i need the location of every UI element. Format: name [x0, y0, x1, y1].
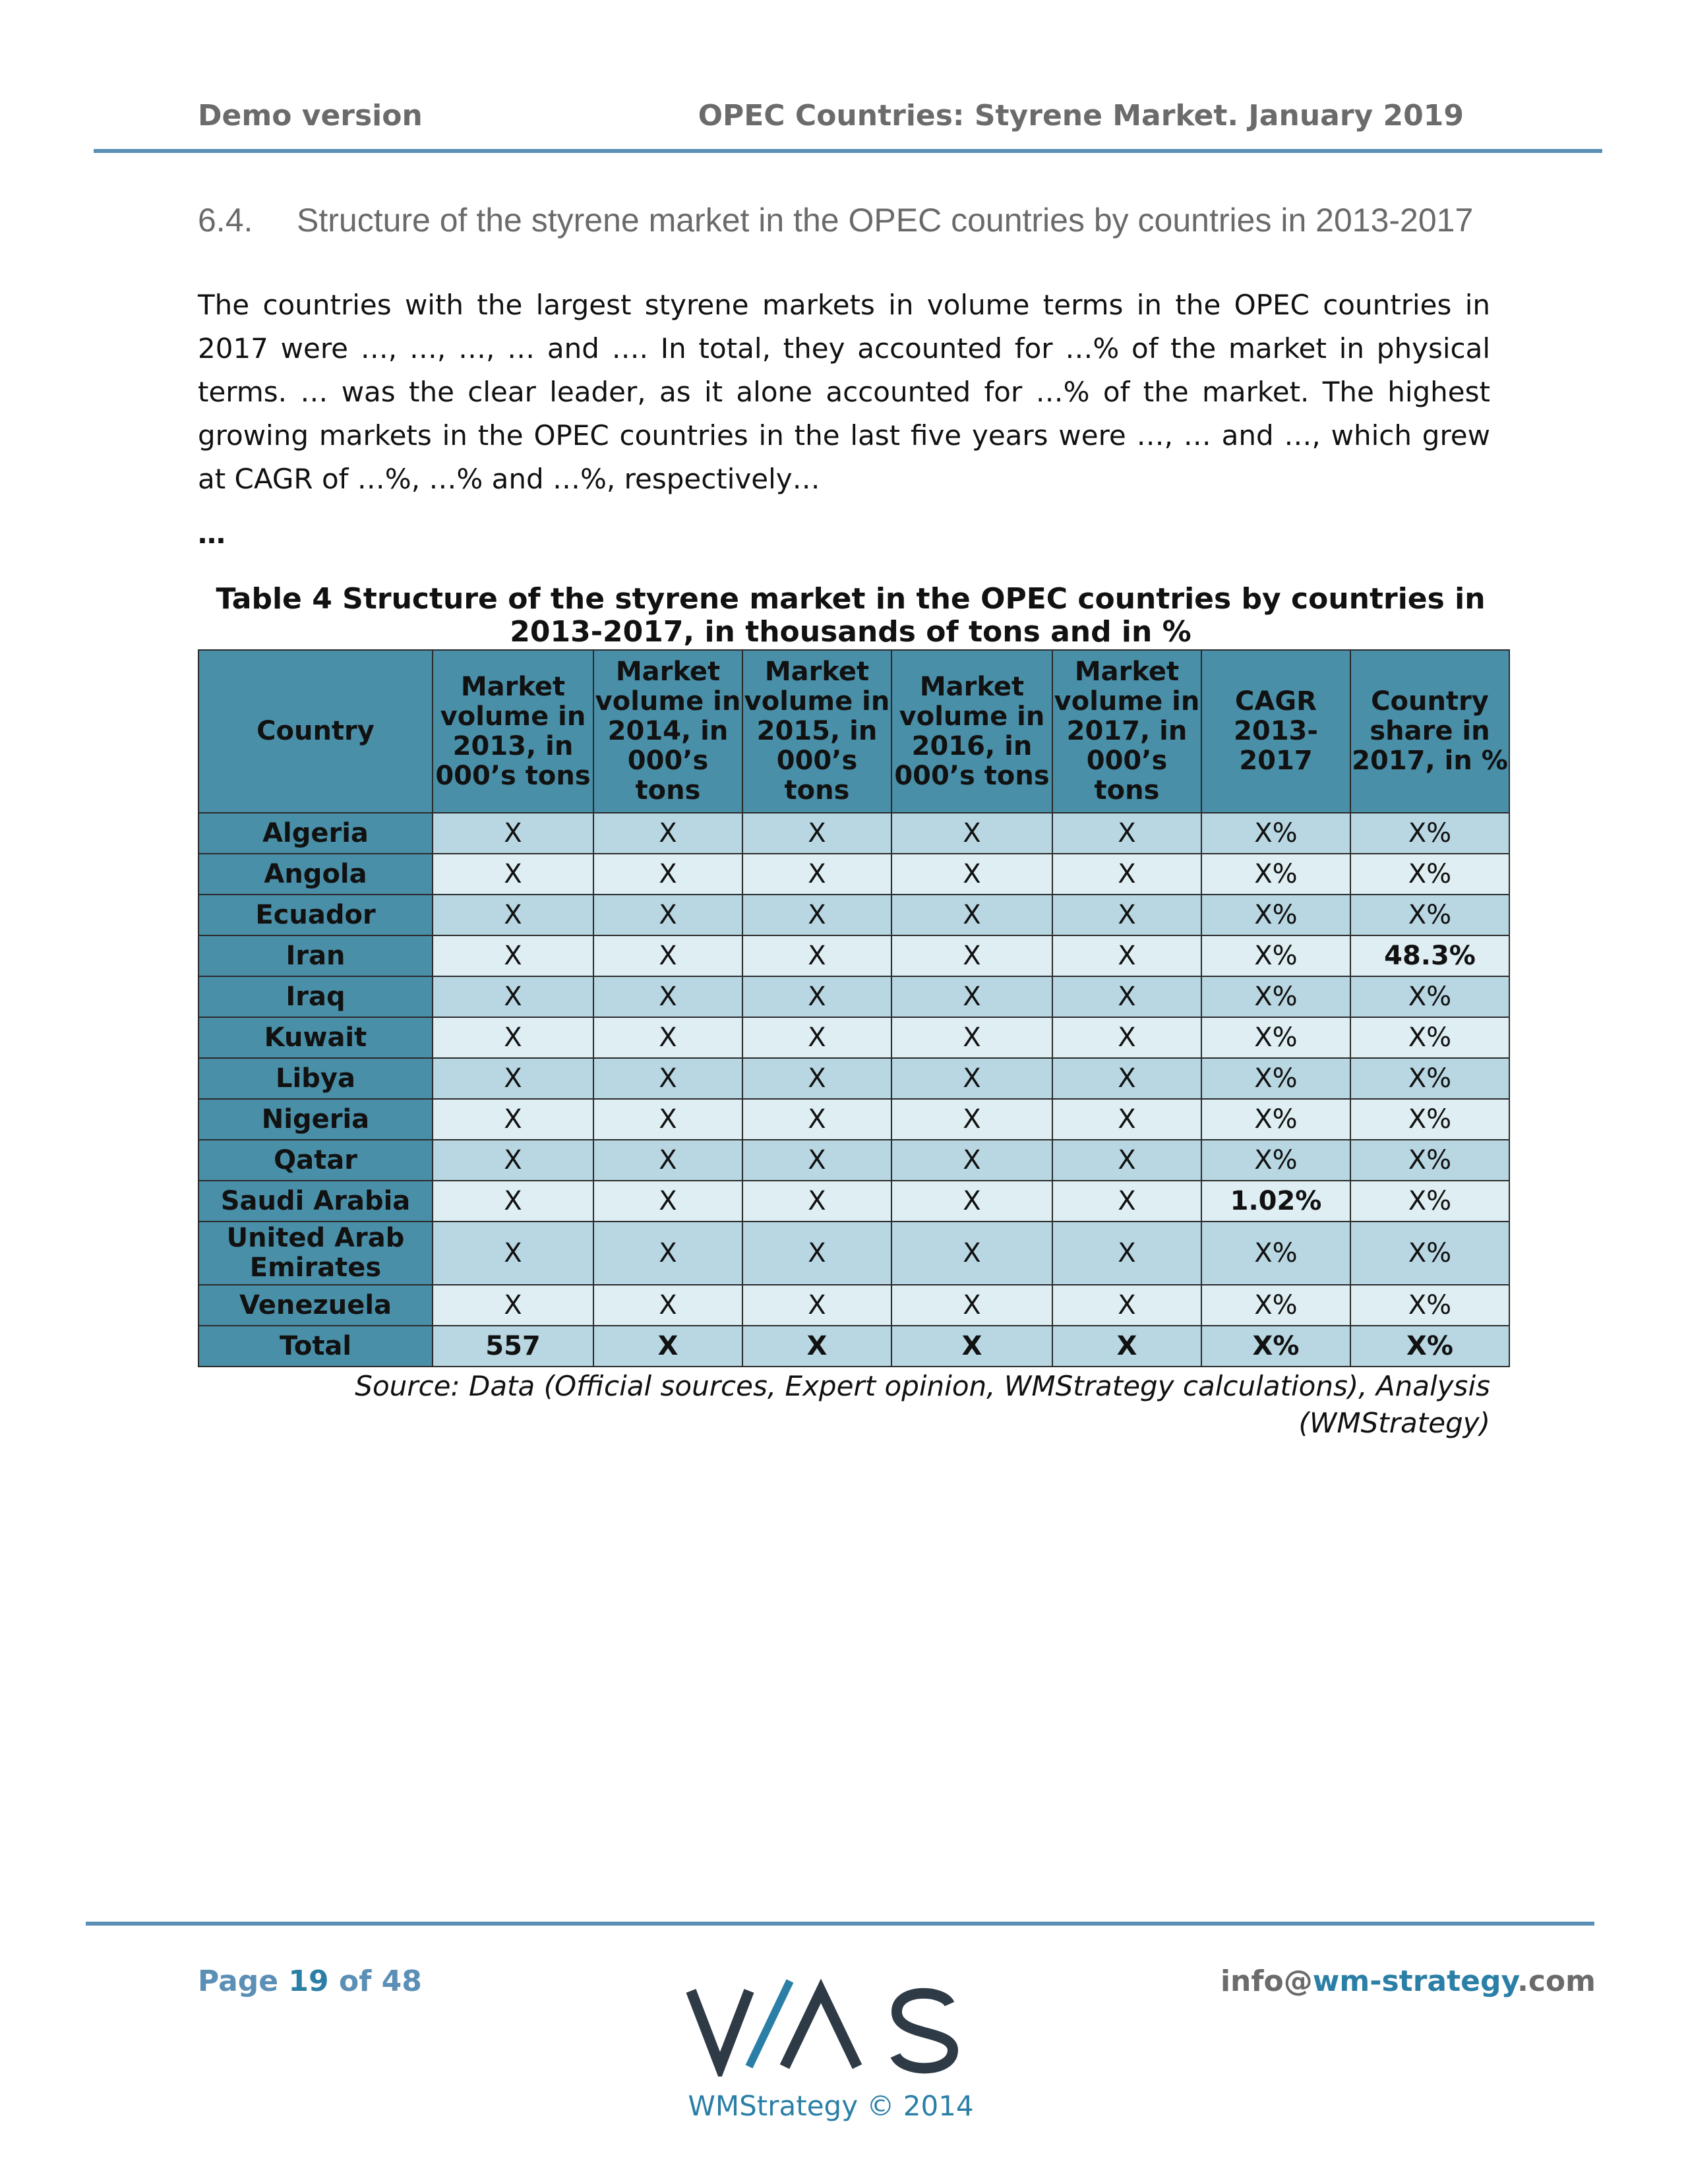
- table-cell: X%: [1350, 1099, 1509, 1140]
- table-cell: X: [1052, 935, 1201, 976]
- table-cell: X: [742, 1326, 891, 1367]
- table-cell: X: [891, 1326, 1052, 1367]
- country-cell: Iran: [198, 935, 433, 976]
- table-cell: X: [1052, 1326, 1201, 1367]
- table-cell: X%: [1201, 976, 1350, 1017]
- table-cell: X: [1052, 1017, 1201, 1058]
- table-cell: X: [593, 1222, 742, 1285]
- table-cell: X%: [1201, 1326, 1350, 1367]
- table-cell: X: [891, 1222, 1052, 1285]
- table-cell: X: [593, 854, 742, 895]
- email-domain: wm-strategy: [1312, 1964, 1518, 1998]
- header-divider: [94, 149, 1602, 153]
- table-cell: 48.3%: [1350, 935, 1509, 976]
- table-cell: X: [433, 1058, 593, 1099]
- header-right: OPEC Countries: Styrene Market. January 2019: [698, 99, 1464, 133]
- table-cell: X: [742, 1181, 891, 1222]
- header-volume-2013: Market volume in 2013, in 000’s tons: [433, 650, 593, 813]
- table-cell: X%: [1350, 1181, 1509, 1222]
- table-cell: X%: [1201, 1058, 1350, 1099]
- header-country: Country: [198, 650, 433, 813]
- header-volume-2015: Market volume in 2015, in 000’s tons: [742, 650, 891, 813]
- table-cell: X: [593, 976, 742, 1017]
- header-left: Demo version: [198, 99, 423, 133]
- table-cell: X: [433, 854, 593, 895]
- table-row: [198, 935, 1509, 976]
- header-volume-2016: Market volume in 2016, in 000’s tons: [891, 650, 1052, 813]
- table-cell: X: [593, 895, 742, 935]
- table-caption: Table 4 Structure of the styrene market in the OPEC countries by countries in 2013-2017, in thousands of tons and in %: [216, 582, 1486, 649]
- table-cell: X: [891, 976, 1052, 1017]
- table-cell: X: [433, 1222, 593, 1285]
- table-cell: X: [1052, 1099, 1201, 1140]
- country-cell: Ecuador: [198, 895, 433, 935]
- table-cell: X: [593, 1181, 742, 1222]
- email-user: info@: [1220, 1964, 1313, 1998]
- table-cell: X: [1052, 976, 1201, 1017]
- table-cell: X%: [1350, 1017, 1509, 1058]
- table-body: [198, 813, 1509, 1367]
- table-cell: X%: [1350, 895, 1509, 935]
- email-tld: .com: [1517, 1964, 1596, 1998]
- table-cell: X: [1052, 895, 1201, 935]
- table-cell: X: [1052, 854, 1201, 895]
- table-cell: X: [891, 895, 1052, 935]
- header-share: Country share in 2017, in %: [1350, 650, 1509, 813]
- table-row: [198, 1058, 1509, 1099]
- table-cell: X%: [1201, 1285, 1350, 1326]
- table-cell: X: [433, 813, 593, 854]
- ellipsis: …: [198, 517, 226, 550]
- table-cell: X%: [1350, 976, 1509, 1017]
- table-cell: X: [593, 935, 742, 976]
- table-cell: X%: [1350, 1058, 1509, 1099]
- table-cell: X: [433, 895, 593, 935]
- table-row: [198, 813, 1509, 854]
- table-cell: X: [891, 1058, 1052, 1099]
- table-source: Source: Data (Official sources, Expert opinion, WMStrategy calculations), Analysis (WMStrategy): [355, 1370, 1490, 1439]
- table-cell: X: [742, 1285, 891, 1326]
- country-cell: Angola: [198, 854, 433, 895]
- section-heading: [198, 201, 1473, 239]
- table-header-row: [198, 650, 1509, 813]
- table-cell: X: [742, 813, 891, 854]
- table-cell: X: [593, 1140, 742, 1181]
- logo-caption: WMStrategy © 2014: [688, 2090, 974, 2122]
- table-cell: X: [593, 1099, 742, 1140]
- table-cell: X: [742, 1017, 891, 1058]
- table-cell: X: [742, 1222, 891, 1285]
- country-cell: Venezuela: [198, 1285, 433, 1326]
- page-suffix: of 48: [328, 1964, 422, 1998]
- logo-slash: [749, 1981, 790, 2067]
- table-row: [198, 1140, 1509, 1181]
- logo-w-left: [691, 1991, 749, 2067]
- table-cell: X: [433, 1099, 593, 1140]
- table-cell: X: [891, 854, 1052, 895]
- table-cell: X: [433, 976, 593, 1017]
- table-row: [198, 1017, 1509, 1058]
- table-cell: X: [742, 1140, 891, 1181]
- table-cell: X: [742, 1058, 891, 1099]
- table-cell: X: [1052, 1285, 1201, 1326]
- country-cell: United Arab Emirates: [198, 1222, 433, 1285]
- table-cell: X%: [1201, 895, 1350, 935]
- table-cell: X%: [1201, 1099, 1350, 1140]
- table-row: [198, 1181, 1509, 1222]
- page-prefix: Page: [198, 1964, 289, 1998]
- table-cell: X: [891, 935, 1052, 976]
- table-cell: X%: [1350, 854, 1509, 895]
- table-cell: X: [593, 1017, 742, 1058]
- section-number: 6.4.: [198, 202, 253, 239]
- header-volume-2014: Market volume in 2014, in 000’s tons: [593, 650, 742, 813]
- logo-m: [785, 1991, 857, 2067]
- table-cell: X: [433, 1017, 593, 1058]
- country-cell: Nigeria: [198, 1099, 433, 1140]
- table-cell: X: [891, 1099, 1052, 1140]
- table-cell: X%: [1201, 1222, 1350, 1285]
- table-cell: 1.02%: [1201, 1181, 1350, 1222]
- table-cell: X: [1052, 1222, 1201, 1285]
- country-cell: Qatar: [198, 1140, 433, 1181]
- table-cell: X: [742, 976, 891, 1017]
- header-cagr: CAGR 2013-2017: [1201, 650, 1350, 813]
- logo-s: [895, 1993, 953, 2069]
- table-cell: X: [593, 813, 742, 854]
- table-row: [198, 854, 1509, 895]
- table-cell: X%: [1350, 1222, 1509, 1285]
- country-cell: Total: [198, 1326, 433, 1367]
- table-cell: X: [742, 854, 891, 895]
- table-cell: X: [891, 1017, 1052, 1058]
- table-cell: X%: [1350, 1285, 1509, 1326]
- country-cell: Iraq: [198, 976, 433, 1017]
- country-cell: Kuwait: [198, 1017, 433, 1058]
- footer-divider: [86, 1922, 1594, 1926]
- table-cell: X: [593, 1058, 742, 1099]
- table-cell: X: [742, 1099, 891, 1140]
- page-number: 19: [288, 1964, 329, 1998]
- page-indicator: [198, 1964, 422, 1998]
- table-cell: X%: [1201, 813, 1350, 854]
- table-cell: X: [1052, 1181, 1201, 1222]
- table-cell: X%: [1201, 1140, 1350, 1181]
- table-row: [198, 1222, 1509, 1285]
- table-cell: X%: [1201, 854, 1350, 895]
- table-cell: X: [1052, 1140, 1201, 1181]
- table-cell: X: [433, 1140, 593, 1181]
- table-total-row: [198, 1326, 1509, 1367]
- header-volume-2017: Market volume in 2017, in 000’s tons: [1052, 650, 1201, 813]
- table-cell: X: [891, 1285, 1052, 1326]
- table-cell: X: [891, 1181, 1052, 1222]
- table-cell: X: [433, 1181, 593, 1222]
- table-cell: X: [891, 813, 1052, 854]
- table-cell: X: [891, 1140, 1052, 1181]
- table-cell: X: [742, 935, 891, 976]
- country-cell: Libya: [198, 1058, 433, 1099]
- table-row: [198, 895, 1509, 935]
- table-cell: X: [742, 895, 891, 935]
- table-row: [198, 1285, 1509, 1326]
- table-cell: X: [433, 1285, 593, 1326]
- table-cell: X: [593, 1326, 742, 1367]
- table-row: [198, 1099, 1509, 1140]
- table-cell: X%: [1201, 935, 1350, 976]
- wms-logo: [686, 1978, 963, 2077]
- table-cell: X%: [1350, 1140, 1509, 1181]
- body-paragraph: The countries with the largest styrene markets in volume terms in the OPEC countries in 2017 were …, …, …, … and …. In total, they accounted for …% of the market in physical terms. … was the clear leader, as it alone accounted for …% of the market. The highest growing markets in the OPEC countries in the last five years were …, … and …, which grew at CAGR of …%, …% and …%, respectively…: [198, 289, 1490, 495]
- market-structure-table: [198, 649, 1510, 1367]
- table-cell: X: [433, 935, 593, 976]
- table-cell: 557: [433, 1326, 593, 1367]
- table-cell: X: [1052, 1058, 1201, 1099]
- country-cell: Algeria: [198, 813, 433, 854]
- table-cell: X: [593, 1285, 742, 1326]
- section-title: Structure of the styrene market in the OPEC countries by countries in 2013-2017: [297, 202, 1474, 239]
- table-cell: X%: [1201, 1017, 1350, 1058]
- table-cell: X%: [1350, 1326, 1509, 1367]
- contact-email[interactable]: [1221, 1964, 1596, 1998]
- table-cell: X: [1052, 813, 1201, 854]
- table-cell: X%: [1350, 813, 1509, 854]
- country-cell: Saudi Arabia: [198, 1181, 433, 1222]
- table-row: [198, 976, 1509, 1017]
